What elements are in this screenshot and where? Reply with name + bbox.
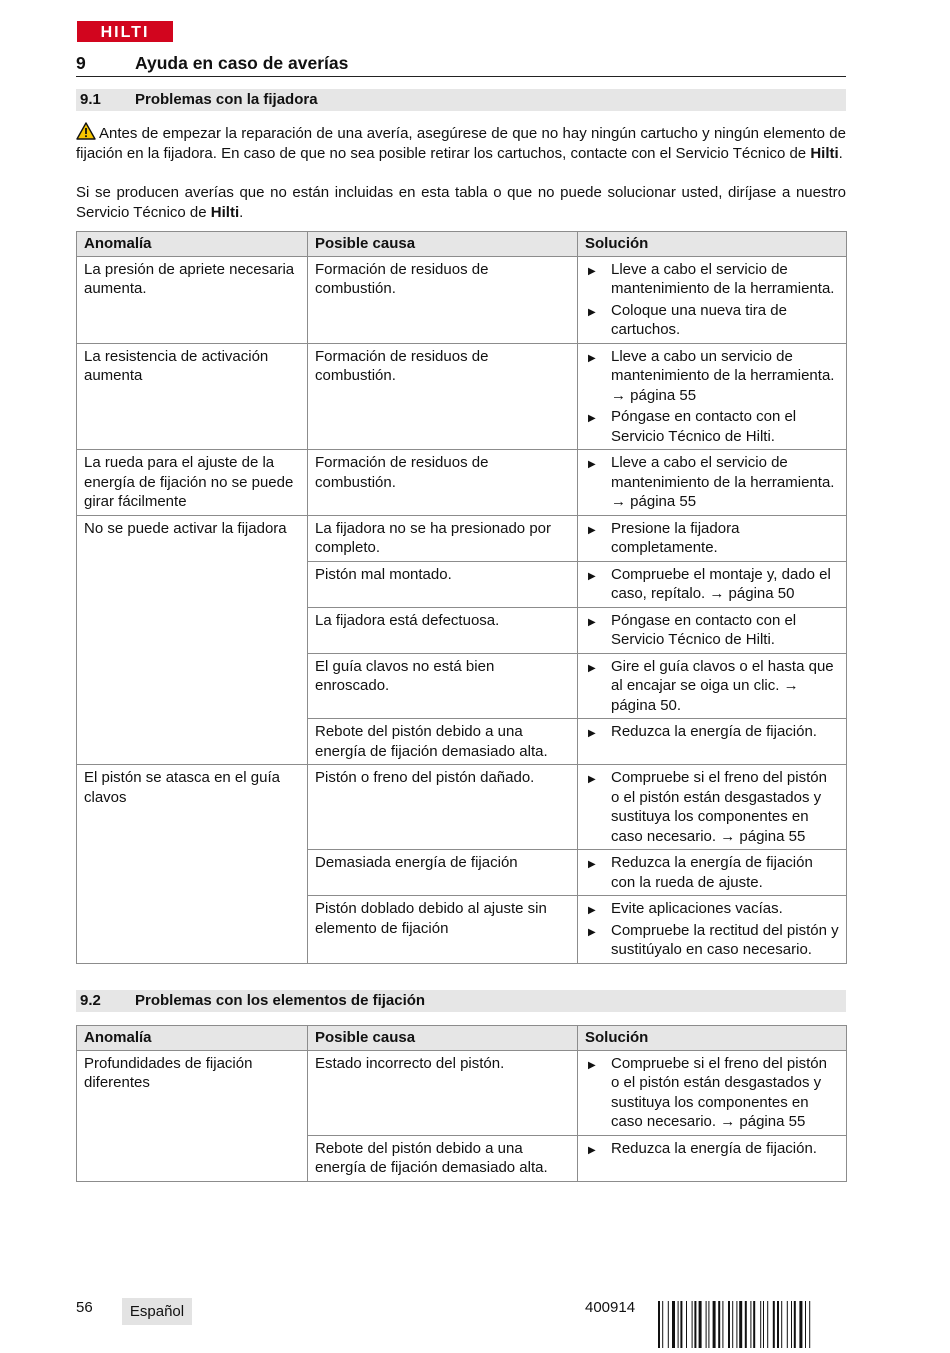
anomaly-cell: La presión de apriete necesaria aumenta.: [77, 256, 308, 343]
bullet-icon: ▶: [588, 265, 596, 277]
solution-cell: [578, 1135, 847, 1181]
solution-text: Presione la fijadora completamente.: [611, 519, 740, 556]
bullet-icon: ▶: [588, 413, 596, 424]
cause-cell: Pistón doblado debido al ajuste sin elemento de fijación: [308, 896, 578, 964]
anomaly-cell: La resistencia de activación aumenta: [77, 343, 308, 450]
anomaly-cell: La rueda para el ajuste de la energía de fijación no se puede girar fácilmente: [77, 450, 308, 516]
bullet-icon: ▶: [588, 774, 596, 785]
bullet-icon: ▶: [588, 459, 596, 470]
solution-item: [585, 657, 839, 716]
cause-cell: El guía clavos no está bien enroscado.: [308, 653, 578, 719]
barcode-image: [658, 1301, 846, 1348]
solution-text: Compruebe si el freno del pistón o el pistón están desgastados y sustituya los componentes en caso necesario. → página 55: [611, 1054, 827, 1130]
section-number: 9.1: [80, 91, 101, 108]
solution-item: [585, 899, 839, 919]
solution-cell: [578, 850, 847, 896]
cause-cell: Pistón mal montado.: [308, 561, 578, 607]
solution-item: [585, 565, 839, 604]
hilti-logo: [77, 21, 173, 42]
troubleshooting-table-tool: [76, 231, 847, 964]
section-heading-9-2: [76, 990, 846, 1012]
section-heading-9-1: [76, 89, 846, 111]
table-row: [77, 1050, 847, 1135]
solution-item: [585, 519, 839, 558]
solution-cell: [578, 561, 847, 607]
cause-cell: Formación de residuos de combustión.: [308, 256, 578, 343]
solution-text: Reduzca la energía de fijación.: [611, 1139, 817, 1157]
bullet-icon: ▶: [588, 306, 596, 318]
solution-cell: [578, 343, 847, 450]
warning-paragraph: Antes de empezar la reparación de una avería, asegúrese de que no hay ningún cartucho y ningún elemento de fijación en la fijadora. En caso de que no sea posible retirar los cartuchos, contacte con el Servicio Técnico de Hilti.: [76, 122, 846, 163]
bullet-icon: ▶: [588, 616, 596, 628]
header-anomaly: Anomalía: [77, 1026, 308, 1051]
header-solution: Solución: [578, 232, 847, 257]
cause-cell: Formación de residuos de combustión.: [308, 343, 578, 450]
bullet-icon: ▶: [588, 352, 596, 364]
solution-item: [585, 768, 839, 846]
bullet-icon: ▶: [588, 662, 596, 674]
solution-text: Lleve a cabo el servicio de mantenimiento de la herramienta. → página 55: [611, 454, 835, 510]
cause-cell: La fijadora no se ha presionado por completo.: [308, 515, 578, 561]
solution-text: Reduzca la energía de fijación con la rueda de ajuste.: [611, 854, 813, 891]
note-paragraph: Si se producen averías que no están incluidas en esta tabla o que no puede solucionar usted, diríjase a nuestro Servicio Técnico de Hilti.: [76, 184, 846, 221]
solution-item: [585, 347, 839, 406]
cause-cell: Formación de residuos de combustión.: [308, 450, 578, 516]
bullet-icon: ▶: [588, 1059, 596, 1071]
solution-text: Póngase en contacto con el Servicio Técnico de Hilti.: [611, 408, 797, 445]
solution-text: Lleve a cabo un servicio de mantenimiento de la herramienta. → página 55: [611, 347, 835, 404]
solution-text: Compruebe si el freno del pistón o el pistón están desgastados y sustituya los componentes en caso necesario. → página 55: [611, 769, 827, 845]
section-title: Problemas con la fijadora: [135, 91, 318, 108]
cause-cell: Demasiada energía de fijación: [308, 850, 578, 896]
troubleshooting-table-fasteners: [76, 1025, 847, 1182]
solution-cell: [578, 719, 847, 765]
cause-cell: Rebote del pistón debido a una energía de fijación demasiado alta.: [308, 1135, 578, 1181]
header-solution: Solución: [578, 1026, 847, 1051]
solution-cell: [578, 765, 847, 850]
header-cause: Posible causa: [308, 1026, 578, 1051]
solution-text: Evite aplicaciones vacías.: [611, 900, 783, 917]
solution-item: [585, 407, 839, 446]
chapter-heading: [76, 50, 846, 77]
solution-cell: [578, 515, 847, 561]
language-label: Español: [122, 1298, 192, 1325]
table-header-row: [77, 1026, 847, 1051]
header-cause: Posible causa: [308, 232, 578, 257]
bullet-icon: ▶: [588, 859, 596, 870]
solution-cell: [578, 450, 847, 516]
solution-text: Lleve a cabo el servicio de mantenimiento de la herramienta.: [611, 260, 835, 297]
bullet-icon: ▶: [588, 524, 596, 536]
bullet-icon: ▶: [588, 926, 596, 938]
table-row: [77, 343, 847, 450]
cause-cell: Estado incorrecto del pistón.: [308, 1050, 578, 1135]
cause-cell: La fijadora está defectuosa.: [308, 607, 578, 653]
solution-item: [585, 453, 839, 512]
solution-item: [585, 921, 839, 960]
anomaly-cell: El pistón se atasca en el guía clavos: [77, 765, 308, 964]
chapter-title: Ayuda en caso de averías: [135, 53, 349, 73]
anomaly-cell: No se puede activar la fijadora: [77, 515, 308, 765]
cause-cell: Rebote del pistón debido a una energía de fijación demasiado alta.: [308, 719, 578, 765]
bullet-icon: ▶: [588, 1144, 596, 1156]
solution-item: [585, 301, 839, 340]
solution-item: [585, 853, 839, 892]
solution-text: Compruebe la rectitud del pistón y sustitúyalo en caso necesario.: [611, 921, 839, 958]
chapter-number: 9: [76, 53, 86, 73]
doc-code: 400914: [585, 1299, 636, 1316]
warning-triangle-icon: [76, 122, 96, 140]
table-row: [77, 256, 847, 343]
solution-item: [585, 722, 839, 742]
table-row: [77, 765, 847, 850]
cause-cell: Pistón o freno del pistón dañado.: [308, 765, 578, 850]
solution-text: Póngase en contacto con el Servicio Técnico de Hilti.: [611, 611, 797, 648]
bullet-icon: ▶: [588, 570, 596, 582]
page-number: 56: [76, 1299, 93, 1316]
bullet-icon: ▶: [588, 728, 596, 739]
table-header-row: [77, 232, 847, 257]
solution-cell: [578, 607, 847, 653]
solution-cell: [578, 256, 847, 343]
header-anomaly: Anomalía: [77, 232, 308, 257]
solution-text: Reduzca la energía de fijación.: [611, 723, 817, 740]
anomaly-cell: Profundidades de fijación diferentes: [77, 1050, 308, 1181]
solution-cell: [578, 1050, 847, 1135]
solution-text: Compruebe el montaje y, dado el caso, repítalo. → página 50: [611, 565, 831, 602]
table-row: [77, 515, 847, 561]
section-title: Problemas con los elementos de fijación: [135, 992, 426, 1009]
solution-cell: [578, 896, 847, 964]
bullet-icon: ▶: [588, 905, 596, 916]
solution-item: [585, 1139, 839, 1159]
solution-item: [585, 611, 839, 650]
logo-text: HILTI: [100, 24, 150, 41]
solution-item: [585, 1054, 839, 1132]
solution-cell: [578, 653, 847, 719]
section-number: 9.2: [80, 992, 101, 1009]
solution-text: Gire el guía clavos o el hasta que al encajar se oiga un clic. → página 50.: [611, 657, 834, 714]
solution-item: [585, 260, 839, 299]
table-row: [77, 450, 847, 516]
solution-text: Coloque una nueva tira de cartuchos.: [611, 301, 787, 338]
